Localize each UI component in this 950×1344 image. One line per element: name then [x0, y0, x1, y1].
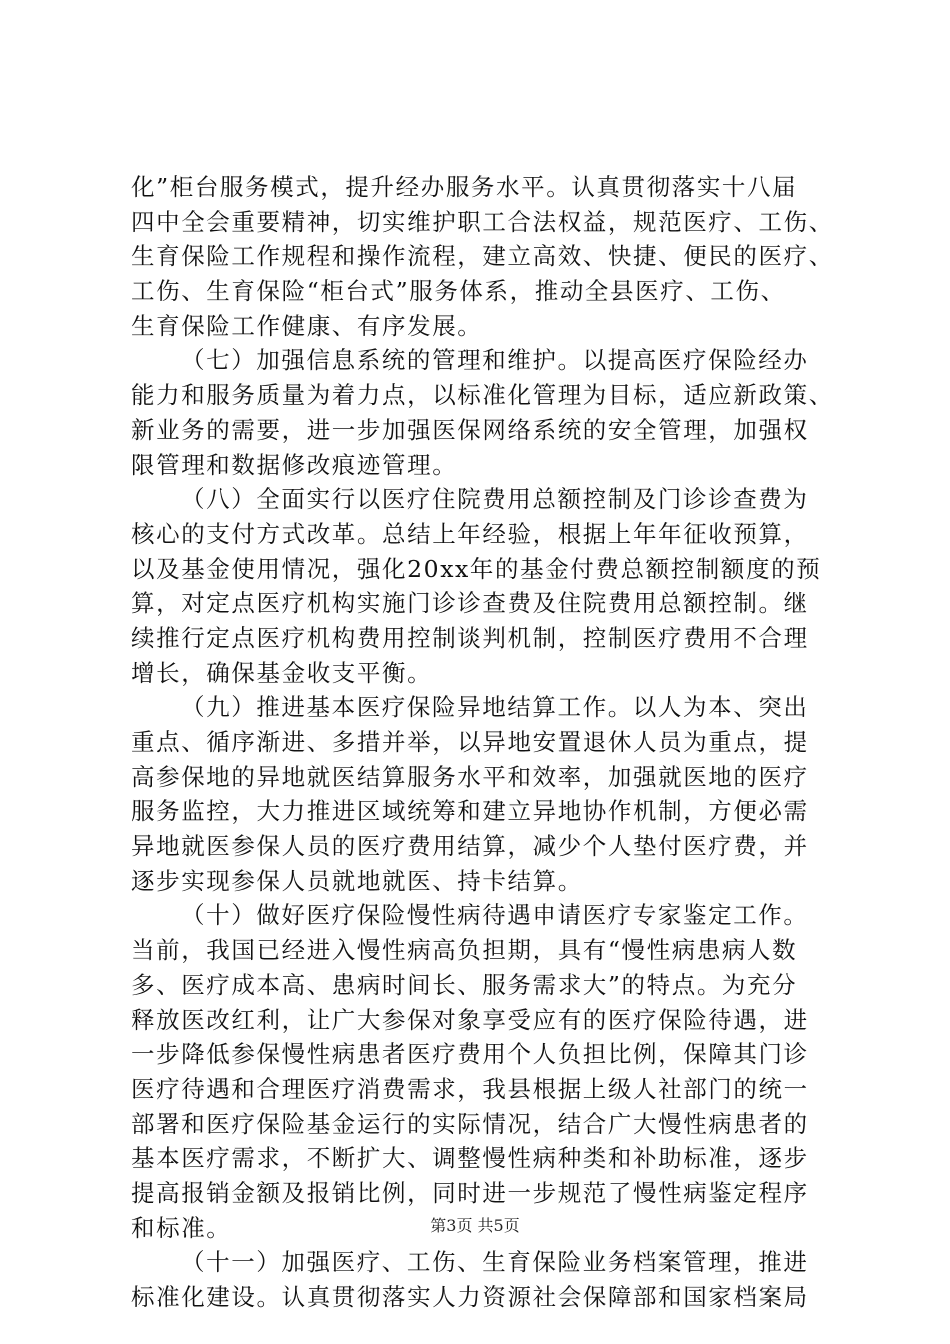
text-line: 续推行定点医疗机构费用控制谈判机制，控制医疗费用不合理 [131, 623, 809, 652]
text-line: 核心的支付方式改革。总结上年经验，根据上年年征收预算， [131, 519, 809, 548]
text-line: 部署和医疗保险基金运行的实际情况，结合广大慢性病患者的 [131, 1109, 809, 1138]
text-line: 服务监控，大力推进区域统筹和建立异地协作机制，方便必需 [131, 797, 809, 826]
text-line: 逐步实现参保人员就地就医、持卡结算。 [131, 866, 583, 895]
text-line: 医疗待遇和合理医疗消费需求，我县根据上级人社部门的统一 [131, 1074, 809, 1103]
text-line: 提高报销金额及报销比例，同时进一步规范了慢性病鉴定程序 [131, 1178, 809, 1207]
text-line: 限管理和数据修改痕迹管理。 [131, 450, 458, 479]
paragraph-start-line: （七）加强信息系统的管理和维护。以提高医疗保险经办 [181, 346, 809, 375]
text-line: 新业务的需要，进一步加强医保网络系统的安全管理，加强权 [131, 415, 809, 444]
text-line: 多、医疗成本高、患病时间长、服务需求大”的特点。为充分 [131, 970, 798, 999]
text-line: 释放医改红利，让广大参保对象享受应有的医疗保险待遇，进 [131, 1005, 809, 1034]
text-line: 四中全会重要精神，切实维护职工合法权益，规范医疗、工伤、 [131, 207, 834, 236]
text-line: 基本医疗需求，不断扩大、调整慢性病种类和补助标准，逐步 [131, 1144, 809, 1173]
text-line: 以及基金使用情况，强化20xx年的基金付费总额控制额度的预 [131, 554, 822, 583]
text-line: 生育保险工作健康、有序发展。 [131, 311, 483, 340]
text-line: 重点、循序渐进、多措并举，以异地安置退休人员为重点，提 [131, 728, 809, 756]
text-line: 生育保险工作规程和操作流程，建立高效、快捷、便民的医疗、 [131, 242, 834, 271]
paragraph-start-line: （十一）加强医疗、工伤、生育保险业务档案管理，推进 [181, 1248, 809, 1277]
text-line: 异地就医参保人员的医疗费用结算，减少个人垫付医疗费，并 [131, 832, 809, 861]
paragraph-start-line: （九）推进基本医疗保险异地结算工作。以人为本、突出 [181, 693, 809, 722]
text-line: 当前，我国已经进入慢性病高负担期，具有“慢性病患病人数 [131, 936, 798, 965]
text-line: 能力和服务质量为着力点，以标准化管理为目标，适应新政策、 [131, 381, 834, 410]
document-body [131, 170, 834, 1315]
text-line: 高参保地的异地就医结算服务水平和效率，加强就医地的医疗 [131, 762, 809, 791]
text-line: 标准化建设。认真贯彻落实人力资源社会保障部和国家档案局 [131, 1283, 809, 1311]
page-number-footer: 第3页 共5页 [430, 1216, 520, 1235]
text-line: 工伤、生育保险“柜台式”服务体系，推动全县医疗、工伤、 [131, 277, 786, 306]
paragraph-start-line: （十）做好医疗保险慢性病待遇申请医疗专家鉴定工作。 [181, 901, 809, 930]
paragraph-start-line: （八）全面实行以医疗住院费用总额控制及门诊诊查费为 [181, 485, 809, 514]
text-line: 增长，确保基金收支平衡。 [131, 658, 433, 687]
text-line: 和标准。 [131, 1213, 232, 1242]
text-line: 化”柜台服务模式，提升经办服务水平。认真贯彻落实十八届 [131, 173, 798, 201]
text-line: 算，对定点医疗机构实施门诊诊查费及住院费用总额控制。继 [131, 589, 809, 618]
text-line: 一步降低参保慢性病患者医疗费用个人负担比例，保障其门诊 [131, 1040, 809, 1069]
